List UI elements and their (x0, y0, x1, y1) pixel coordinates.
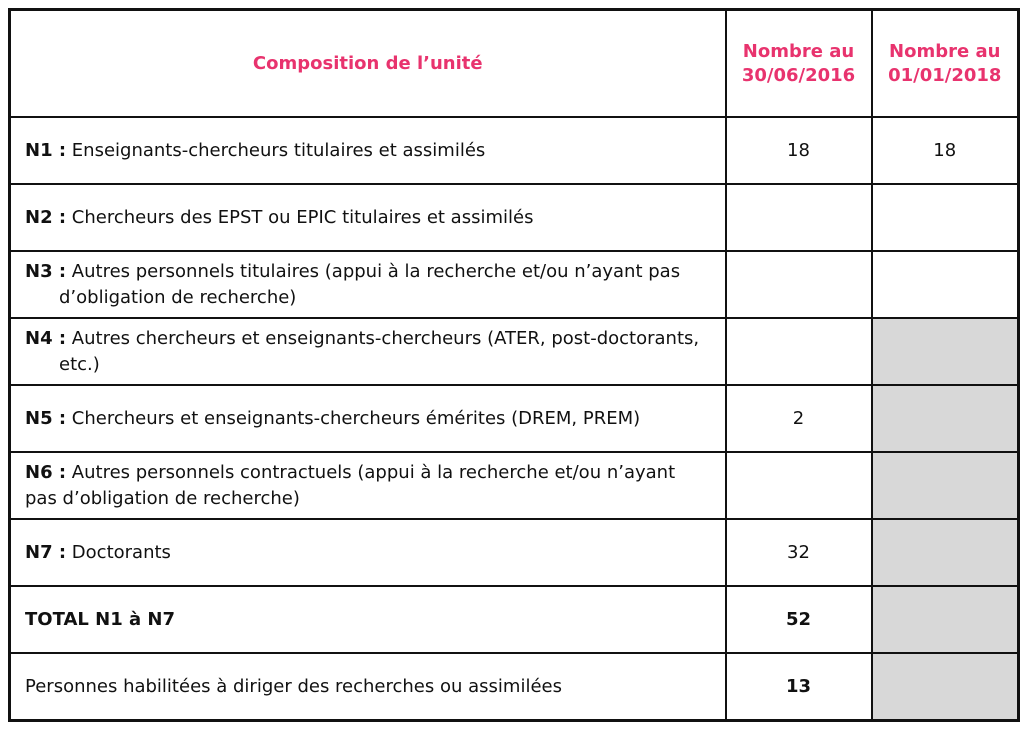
total-label: TOTAL N1 à N7 (10, 586, 726, 653)
table-row (10, 452, 1019, 519)
row-label: Autres personnels titulaires (appui à la recherche et/ou n’ayant pas d’obligation de recherche) (59, 261, 681, 308)
total-value-2016: 52 (726, 586, 872, 653)
row-code: N5 : (25, 407, 67, 429)
hdr-value-2018-greyed (872, 653, 1019, 720)
row-value-2016 (726, 452, 872, 519)
row-label: Chercheurs des EPST ou EPIC titulaires et assimilés (71, 206, 534, 228)
unit-composition-table (8, 8, 1020, 722)
row-value-2018-greyed (872, 452, 1019, 519)
hdr-value-2016: 13 (726, 653, 872, 720)
row-code: N2 : (25, 206, 67, 228)
header-count-2018: Nombre au 01/01/2018 (872, 10, 1019, 118)
row-value-2018: 18 (872, 117, 1019, 184)
header-count-2016: Nombre au 30/06/2016 (726, 10, 872, 118)
total-row (10, 586, 1019, 653)
row-label-cell (10, 452, 726, 519)
row-label-cell (10, 117, 726, 184)
row-label: Doctorants (71, 541, 171, 563)
row-label-cell (10, 318, 726, 385)
table-row (10, 117, 1019, 184)
row-label-cell (10, 251, 726, 318)
row-label-cell (10, 184, 726, 251)
row-label: Enseignants-chercheurs titulaires et assimilés (71, 139, 486, 161)
row-value-2016 (726, 184, 872, 251)
row-value-2018 (872, 184, 1019, 251)
row-value-2016 (726, 318, 872, 385)
row-label: Autres chercheurs et enseignants-chercheurs (ATER, post-doctorants, etc.) (59, 328, 700, 375)
document-page (8, 8, 1020, 722)
row-code: N7 : (25, 541, 67, 563)
row-value-2016 (726, 251, 872, 318)
table-row (10, 385, 1019, 452)
total-value-2018-greyed (872, 586, 1019, 653)
row-label: Chercheurs et enseignants-chercheurs émérites (DREM, PREM) (71, 407, 641, 429)
row-value-2016: 2 (726, 385, 872, 452)
row-value-2018-greyed (872, 519, 1019, 586)
header-composition: Composition de l’unité (10, 10, 726, 118)
row-value-2016: 18 (726, 117, 872, 184)
table-header-row (10, 10, 1019, 118)
row-value-2018-greyed (872, 318, 1019, 385)
row-code: N3 : (25, 261, 67, 283)
row-value-2018 (872, 251, 1019, 318)
table-row (10, 318, 1019, 385)
table-row (10, 184, 1019, 251)
hdr-label: Personnes habilitées à diriger des recherches ou assimilées (10, 653, 726, 720)
table-row (10, 251, 1019, 318)
row-code: N6 : (25, 462, 67, 484)
row-value-2018-greyed (872, 385, 1019, 452)
table-row (10, 519, 1019, 586)
row-label-cell (10, 385, 726, 452)
row-value-2016: 32 (726, 519, 872, 586)
row-label-cell (10, 519, 726, 586)
hdr-row (10, 653, 1019, 720)
row-code: N1 : (25, 139, 67, 161)
row-label: Autres personnels contractuels (appui à la recherche et/ou n’ayant pas d’obligation de recherche) (25, 462, 676, 509)
row-code: N4 : (25, 328, 67, 350)
